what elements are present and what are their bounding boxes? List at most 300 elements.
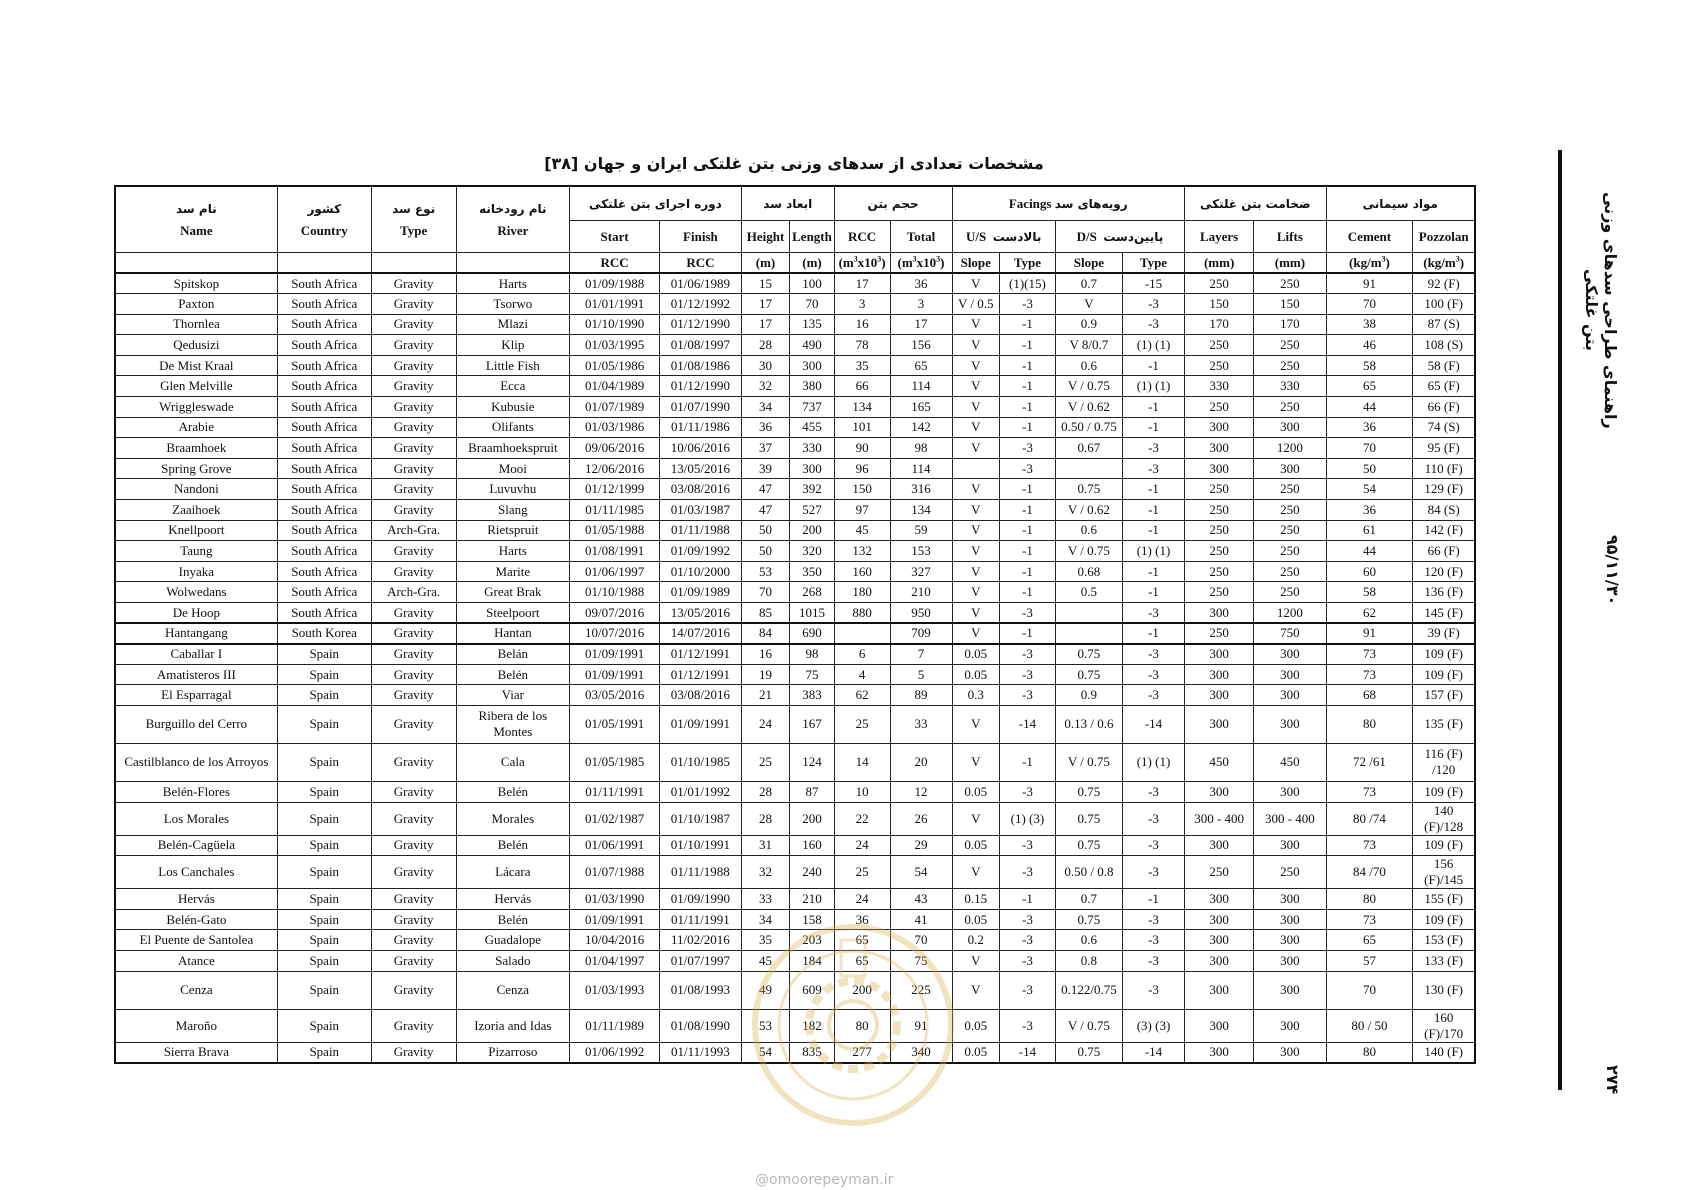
cell-rcc-volume: 22: [834, 802, 890, 835]
cell-lifts: 450: [1254, 743, 1326, 781]
cell-us-type: -3: [1000, 294, 1056, 315]
cell-start: 01/03/1993: [570, 971, 660, 1009]
cell-length: 135: [790, 314, 834, 335]
cell-ds-type: -1: [1122, 889, 1184, 910]
cell-lifts: 300: [1254, 930, 1326, 951]
cell-start: 10/07/2016: [570, 623, 660, 644]
cell-length: 392: [790, 479, 834, 500]
cell-lifts: 170: [1254, 314, 1326, 335]
cell-us-type: -3: [1000, 458, 1056, 479]
cell-country: Spain: [277, 889, 371, 910]
unit-layers: (mm): [1185, 253, 1254, 274]
cell-start: 01/05/1985: [570, 743, 660, 781]
cell-layers: 330: [1185, 376, 1254, 397]
cell-finish: 01/10/1987: [660, 802, 742, 835]
cell-total-volume: 709: [890, 623, 952, 644]
cell-type: Gravity: [371, 889, 456, 910]
cell-total-volume: 75: [890, 950, 952, 971]
cell-total-volume: 153: [890, 541, 952, 562]
cell-length: 100: [790, 273, 834, 294]
cell-height: 19: [741, 664, 790, 685]
cell-name: Hervás: [115, 889, 277, 910]
cell-rcc-volume: 3: [834, 294, 890, 315]
cell-country: Spain: [277, 971, 371, 1009]
cell-us-slope: 0.05: [952, 1042, 1000, 1063]
cell-river: Luvuvhu: [456, 479, 570, 500]
cell-finish: 01/12/1990: [660, 376, 742, 397]
cell-height: 15: [741, 273, 790, 294]
cell-lifts: 1200: [1254, 438, 1326, 459]
cell-cement: 80: [1326, 889, 1413, 910]
cell-river: Slang: [456, 500, 570, 521]
cell-country: South Africa: [277, 561, 371, 582]
cell-ds-type: -3: [1122, 971, 1184, 1009]
cell-pozzolan: 120 (F): [1413, 561, 1475, 582]
cell-us-slope: V: [952, 971, 1000, 1009]
cell-length: 203: [790, 930, 834, 951]
header-ds-type: Type: [1122, 253, 1184, 274]
cell-country: Spain: [277, 743, 371, 781]
cell-pozzolan: 84 (S): [1413, 500, 1475, 521]
cell-lifts: 250: [1254, 335, 1326, 356]
cell-pozzolan: 129 (F): [1413, 479, 1475, 500]
cell-ds-slope: 0.67: [1055, 438, 1122, 459]
cell-lifts: 300: [1254, 705, 1326, 743]
cell-start: 01/04/1997: [570, 950, 660, 971]
cell-ds-slope: 0.8: [1055, 950, 1122, 971]
cell-lifts: 250: [1254, 541, 1326, 562]
cell-country: South Africa: [277, 355, 371, 376]
cell-name: Zaaihoek: [115, 500, 277, 521]
cell-name: Spitskop: [115, 273, 277, 294]
table-row: [115, 335, 1475, 356]
cell-height: 28: [741, 335, 790, 356]
cell-name: Spring Grove: [115, 458, 277, 479]
table-row: [115, 685, 1475, 706]
cell-start: 01/12/1999: [570, 479, 660, 500]
cell-rcc-volume: 160: [834, 561, 890, 582]
cell-cement: 60: [1326, 561, 1413, 582]
cell-lifts: 250: [1254, 582, 1326, 603]
cell-rcc-volume: 24: [834, 889, 890, 910]
cell-name: Inyaka: [115, 561, 277, 582]
cell-layers: 250: [1185, 541, 1254, 562]
cell-ds-slope: 0.122/0.75: [1055, 971, 1122, 1009]
cell-lifts: 750: [1254, 623, 1326, 644]
cell-finish: 13/05/2016: [660, 603, 742, 624]
cell-ds-type: -1: [1122, 417, 1184, 438]
cell-river: Mlazi: [456, 314, 570, 335]
cell-us-type: -1: [1000, 541, 1056, 562]
cell-river: Little Fish: [456, 355, 570, 376]
cell-start: 01/11/1985: [570, 500, 660, 521]
cell-rcc-volume: 134: [834, 397, 890, 418]
cell-country: Spain: [277, 664, 371, 685]
header-height: Height: [741, 221, 790, 253]
cell-cement: 65: [1326, 376, 1413, 397]
cell-layers: 250: [1185, 561, 1254, 582]
cell-rcc-volume: 101: [834, 417, 890, 438]
cell-finish: 01/11/1988: [660, 520, 742, 541]
cell-us-slope: 0.15: [952, 889, 1000, 910]
cell-country: South Africa: [277, 397, 371, 418]
cell-us-slope: 0.05: [952, 1009, 1000, 1042]
cell-country: Spain: [277, 1042, 371, 1063]
cell-country: South Africa: [277, 500, 371, 521]
cell-country: Spain: [277, 856, 371, 889]
cell-rcc-volume: 880: [834, 603, 890, 624]
cell-layers: 250: [1185, 479, 1254, 500]
cell-height: 34: [741, 909, 790, 930]
cell-finish: 01/11/1993: [660, 1042, 742, 1063]
cell-pozzolan: 160 (F)/170: [1413, 1009, 1475, 1042]
cell-type: Gravity: [371, 664, 456, 685]
cell-height: 53: [741, 1009, 790, 1042]
cell-layers: 250: [1185, 273, 1254, 294]
cell-name: Thornlea: [115, 314, 277, 335]
cell-finish: 01/08/1990: [660, 1009, 742, 1042]
cell-ds-type: -1: [1122, 355, 1184, 376]
cell-height: 24: [741, 705, 790, 743]
header-type: نوع سد Type: [371, 186, 456, 253]
cell-us-type: -1: [1000, 582, 1056, 603]
table-row: [115, 835, 1475, 856]
cell-start: 01/02/1987: [570, 802, 660, 835]
cell-us-slope: V: [952, 479, 1000, 500]
cell-height: 45: [741, 950, 790, 971]
cell-us-type: -3: [1000, 856, 1056, 889]
cell-finish: 01/09/1991: [660, 705, 742, 743]
cell-us-slope: V: [952, 397, 1000, 418]
cell-us-type: -14: [1000, 1042, 1056, 1063]
cell-us-slope: V: [952, 417, 1000, 438]
cell-type: Gravity: [371, 856, 456, 889]
cell-cement: 65: [1326, 930, 1413, 951]
cell-country: South Africa: [277, 520, 371, 541]
cell-total-volume: 210: [890, 582, 952, 603]
cell-total-volume: 26: [890, 802, 952, 835]
cell-cement: 73: [1326, 664, 1413, 685]
cell-rcc-volume: 17: [834, 273, 890, 294]
cell-length: 75: [790, 664, 834, 685]
cell-total-volume: 33: [890, 705, 952, 743]
cell-name: Belén-Cagüela: [115, 835, 277, 856]
unit-height: (m): [741, 253, 790, 274]
cell-length: 1015: [790, 603, 834, 624]
cell-start: 01/07/1989: [570, 397, 660, 418]
cell-start: 03/05/2016: [570, 685, 660, 706]
cell-height: 21: [741, 685, 790, 706]
cell-cement: 36: [1326, 500, 1413, 521]
cell-total-volume: 340: [890, 1042, 952, 1063]
cell-name: Los Canchales: [115, 856, 277, 889]
cell-rcc-volume: 6: [834, 644, 890, 665]
cell-river: Lácara: [456, 856, 570, 889]
unit-rcc-volume: $(m^3x10^3)$: [834, 253, 890, 274]
cell-river: Harts: [456, 541, 570, 562]
cell-finish: 01/11/1988: [660, 856, 742, 889]
cell-height: 36: [741, 417, 790, 438]
table-row: [115, 623, 1475, 644]
cell-ds-slope: 0.6: [1055, 520, 1122, 541]
cell-finish: 01/12/1991: [660, 664, 742, 685]
cell-ds-type: -1: [1122, 479, 1184, 500]
cell-total-volume: 225: [890, 971, 952, 1009]
cell-length: 268: [790, 582, 834, 603]
cell-lifts: 250: [1254, 520, 1326, 541]
cell-us-type: -14: [1000, 705, 1056, 743]
cell-name: El Esparragal: [115, 685, 277, 706]
cell-us-slope: V: [952, 743, 1000, 781]
cell-ds-type: -3: [1122, 314, 1184, 335]
cell-us-slope: [952, 458, 1000, 479]
header-cementitious: مواد سیمانی: [1326, 186, 1475, 221]
cell-river: Ribera de los Montes: [456, 705, 570, 743]
cell-country: South Africa: [277, 582, 371, 603]
cell-river: Morales: [456, 802, 570, 835]
cell-total-volume: 29: [890, 835, 952, 856]
cell-start: 01/11/1989: [570, 1009, 660, 1042]
cell-name: El Puente de Santolea: [115, 930, 277, 951]
cell-cement: 80 /74: [1326, 802, 1413, 835]
cell-pozzolan: 133 (F): [1413, 950, 1475, 971]
cell-ds-type: -15: [1122, 273, 1184, 294]
cell-rcc-volume: 45: [834, 520, 890, 541]
cell-cement: 58: [1326, 355, 1413, 376]
page-title: مشخصات تعدادی از سدهای وزنی بتن غلتکی ایران و جهان [۳۸]: [544, 154, 1044, 173]
cell-lifts: 250: [1254, 355, 1326, 376]
cell-lifts: 300: [1254, 909, 1326, 930]
cell-river: Hantan: [456, 623, 570, 644]
table-row: [115, 314, 1475, 335]
cell-country: South Africa: [277, 603, 371, 624]
cell-us-slope: 0.05: [952, 781, 1000, 802]
cell-pozzolan: 95 (F): [1413, 438, 1475, 459]
cell-river: Steelpoort: [456, 603, 570, 624]
cell-type: Gravity: [371, 743, 456, 781]
header-ds-slope: Slope: [1055, 253, 1122, 274]
cell-country: Spain: [277, 685, 371, 706]
cell-total-volume: 70: [890, 930, 952, 951]
cell-river: Great Brak: [456, 582, 570, 603]
cell-finish: 01/08/1986: [660, 355, 742, 376]
cell-name: Glen Melville: [115, 376, 277, 397]
cell-name: Wolwedans: [115, 582, 277, 603]
cell-length: 87: [790, 781, 834, 802]
cell-country: Spain: [277, 909, 371, 930]
cell-height: 50: [741, 541, 790, 562]
cell-ds-slope: 0.5: [1055, 582, 1122, 603]
cell-us-type: (1)(15): [1000, 273, 1056, 294]
cell-pozzolan: 156 (F)/145: [1413, 856, 1475, 889]
cell-ds-slope: 0.9: [1055, 685, 1122, 706]
cell-us-type: (1) (3): [1000, 802, 1056, 835]
cell-rcc-volume: 66: [834, 376, 890, 397]
cell-name: Belén-Flores: [115, 781, 277, 802]
cell-finish: 01/01/1992: [660, 781, 742, 802]
cell-river: Ecca: [456, 376, 570, 397]
cell-height: 28: [741, 802, 790, 835]
cell-start: 01/10/1990: [570, 314, 660, 335]
cell-rcc-volume: 62: [834, 685, 890, 706]
cell-river: Marite: [456, 561, 570, 582]
cell-lifts: 300 - 400: [1254, 802, 1326, 835]
cell-country: Spain: [277, 950, 371, 971]
cell-pozzolan: 140 (F): [1413, 1042, 1475, 1063]
table-row: [115, 856, 1475, 889]
cell-us-slope: V: [952, 520, 1000, 541]
cell-pozzolan: 130 (F): [1413, 971, 1475, 1009]
cell-ds-slope: 0.9: [1055, 314, 1122, 335]
cell-ds-slope: 0.7: [1055, 889, 1122, 910]
cell-ds-type: -3: [1122, 644, 1184, 665]
cell-lifts: 300: [1254, 971, 1326, 1009]
cell-rcc-volume: 97: [834, 500, 890, 521]
table-row: [115, 644, 1475, 665]
cell-cement: 80: [1326, 1042, 1413, 1063]
cell-rcc-volume: 35: [834, 355, 890, 376]
cell-start: 01/03/1986: [570, 417, 660, 438]
cell-start: 01/01/1991: [570, 294, 660, 315]
cell-length: 350: [790, 561, 834, 582]
cell-river: Harts: [456, 273, 570, 294]
cell-us-type: -1: [1000, 561, 1056, 582]
cell-cement: 70: [1326, 294, 1413, 315]
cell-pozzolan: 142 (F): [1413, 520, 1475, 541]
cell-rcc-volume: 65: [834, 950, 890, 971]
cell-rcc-volume: 65: [834, 930, 890, 951]
cell-type: Gravity: [371, 438, 456, 459]
cell-lifts: 300: [1254, 835, 1326, 856]
cell-ds-slope: V / 0.75: [1055, 376, 1122, 397]
cell-total-volume: 950: [890, 603, 952, 624]
cell-length: 158: [790, 909, 834, 930]
cell-us-type: -1: [1000, 479, 1056, 500]
cell-length: 690: [790, 623, 834, 644]
cell-lifts: 250: [1254, 479, 1326, 500]
unit-pozzolan: $(kg/m^3)$: [1413, 253, 1475, 274]
cell-type: Gravity: [371, 930, 456, 951]
cell-height: 54: [741, 1042, 790, 1063]
cell-layers: 250: [1185, 623, 1254, 644]
cell-country: South Korea: [277, 623, 371, 644]
cell-pozzolan: 66 (F): [1413, 541, 1475, 562]
table-row: [115, 541, 1475, 562]
cell-country: South Africa: [277, 314, 371, 335]
cell-river: Belén: [456, 664, 570, 685]
cell-country: South Africa: [277, 541, 371, 562]
cell-pozzolan: 65 (F): [1413, 376, 1475, 397]
side-rule: [1558, 150, 1562, 1090]
cell-layers: 300: [1185, 705, 1254, 743]
cell-ds-type: -14: [1122, 1042, 1184, 1063]
unit-total-volume: $(m^3x10^3)$: [890, 253, 952, 274]
cell-pozzolan: 109 (F): [1413, 644, 1475, 665]
cell-us-slope: V: [952, 314, 1000, 335]
cell-country: Spain: [277, 644, 371, 665]
cell-length: 300: [790, 355, 834, 376]
cell-height: 84: [741, 623, 790, 644]
table-row: [115, 294, 1475, 315]
cell-height: 32: [741, 376, 790, 397]
cell-rcc-volume: 25: [834, 856, 890, 889]
cell-river: Kubusie: [456, 397, 570, 418]
cell-name: Braamhoek: [115, 438, 277, 459]
cell-finish: 01/12/1991: [660, 644, 742, 665]
cell-name: Amatisteros III: [115, 664, 277, 685]
cell-layers: 300: [1185, 971, 1254, 1009]
cell-ds-type: -3: [1122, 438, 1184, 459]
cell-river: Belén: [456, 835, 570, 856]
cell-ds-slope: [1055, 623, 1122, 644]
cell-ds-slope: V / 0.62: [1055, 500, 1122, 521]
cell-ds-type: -3: [1122, 856, 1184, 889]
cell-name: Castilblanco de los Arroyos: [115, 743, 277, 781]
cell-pozzolan: 74 (S): [1413, 417, 1475, 438]
cell-us-type: -3: [1000, 909, 1056, 930]
cell-ds-type: -3: [1122, 294, 1184, 315]
cell-river: Cala: [456, 743, 570, 781]
cell-lifts: 300: [1254, 781, 1326, 802]
cell-total-volume: 134: [890, 500, 952, 521]
cell-us-slope: V: [952, 582, 1000, 603]
cell-finish: 01/03/1987: [660, 500, 742, 521]
cell-finish: 11/02/2016: [660, 930, 742, 951]
cell-start: 09/07/2016: [570, 603, 660, 624]
cell-length: 98: [790, 644, 834, 665]
cell-name: Sierra Brava: [115, 1042, 277, 1063]
cell-ds-type: (1) (1): [1122, 541, 1184, 562]
cell-type: Gravity: [371, 541, 456, 562]
cell-layers: 300: [1185, 930, 1254, 951]
cell-river: Mooi: [456, 458, 570, 479]
cell-layers: 300: [1185, 889, 1254, 910]
cell-river: Viar: [456, 685, 570, 706]
cell-country: Spain: [277, 802, 371, 835]
table-row: [115, 520, 1475, 541]
cell-height: 50: [741, 520, 790, 541]
cell-cement: 58: [1326, 582, 1413, 603]
cell-name: Arabie: [115, 417, 277, 438]
table-row: [115, 376, 1475, 397]
cell-cement: 57: [1326, 950, 1413, 971]
cell-country: South Africa: [277, 294, 371, 315]
cell-length: 609: [790, 971, 834, 1009]
cell-us-type: -3: [1000, 971, 1056, 1009]
cell-type: Gravity: [371, 294, 456, 315]
cell-us-slope: V: [952, 273, 1000, 294]
unit-spacer-name: [115, 253, 277, 274]
cell-us-type: -1: [1000, 623, 1056, 644]
cell-cement: 38: [1326, 314, 1413, 335]
cell-us-slope: V: [952, 623, 1000, 644]
cell-height: 30: [741, 355, 790, 376]
cell-length: 124: [790, 743, 834, 781]
cell-lifts: 300: [1254, 664, 1326, 685]
cell-ds-slope: V 8/0.7: [1055, 335, 1122, 356]
cell-length: 160: [790, 835, 834, 856]
cell-length: 320: [790, 541, 834, 562]
cell-cement: 91: [1326, 623, 1413, 644]
cell-us-slope: 0.05: [952, 644, 1000, 665]
cell-total-volume: 89: [890, 685, 952, 706]
cell-layers: 300: [1185, 644, 1254, 665]
cell-us-slope: V / 0.5: [952, 294, 1000, 315]
cell-rcc-volume: 78: [834, 335, 890, 356]
cell-lifts: 300: [1254, 458, 1326, 479]
cell-finish: 01/08/1997: [660, 335, 742, 356]
cell-name: Hantangang: [115, 623, 277, 644]
